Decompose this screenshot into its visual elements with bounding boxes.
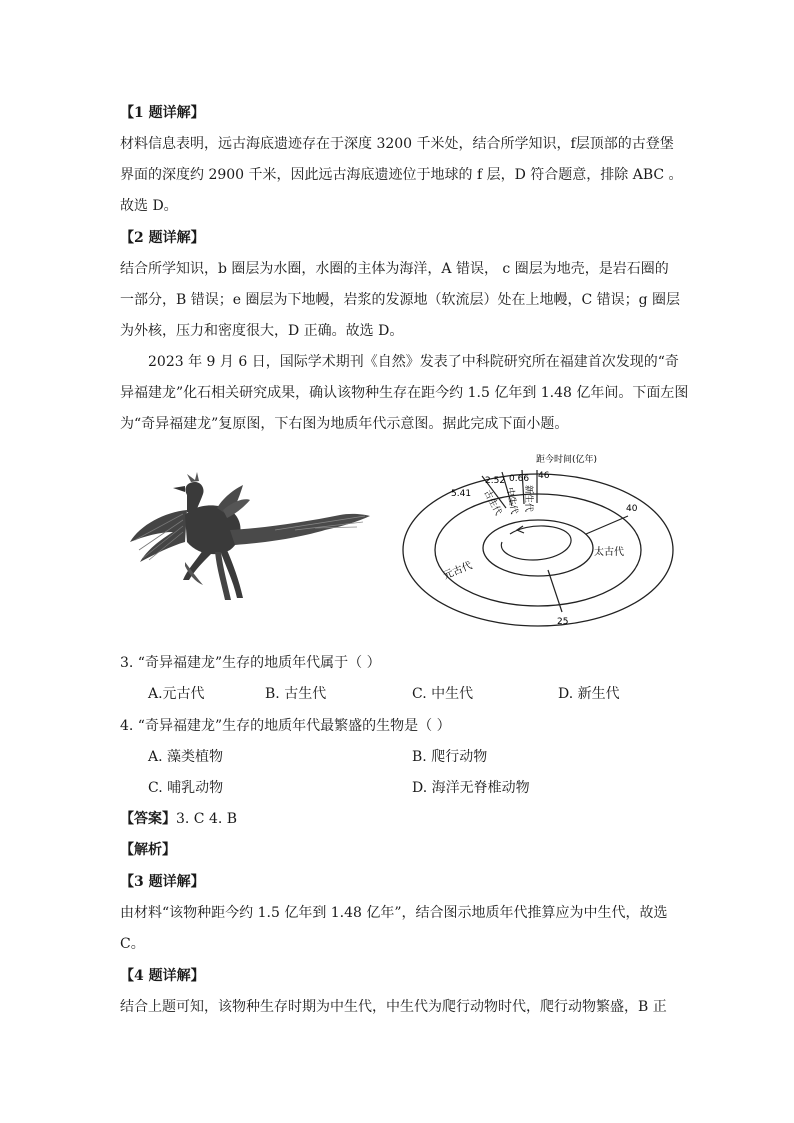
time-arrow (501, 526, 571, 560)
tick-label: 5.41 (451, 489, 472, 499)
section1-line: 材料信息表明，远古海底遗迹存在于深度 3200 千米处，结合所学知识，f层顶部的古登堡 (120, 136, 674, 152)
section2-line: 一部分，B 错误；e 圈层为下地幔，岩浆的发源地（软流层）处在上地幔，C 错误；g 圈层 (120, 292, 681, 308)
era-label: 新生代 (523, 485, 533, 513)
era-label: 太古代 (594, 547, 624, 558)
section2-line: 结合所学知识，b 圈层为水圈，水圈的主体为海洋，A 错误， c 圈层为地壳，是岩石圈的 (120, 261, 669, 277)
section2-line: 为外核，压力和密度很大，D 正确。故选 D。 (120, 323, 404, 339)
inner-ring (483, 520, 593, 576)
section1-line: 故选 D。 (120, 198, 178, 214)
axis-title: 距今时间(亿年) (536, 455, 598, 465)
question4-option-c[interactable]: C. 哺乳动物 (148, 780, 224, 796)
question3-option-a[interactable]: A.元古代 (148, 686, 205, 702)
outer-ring (403, 474, 673, 626)
geologic-time-diagram (398, 448, 683, 630)
section1-line: 界面的深度约 2900 千米，因此远古海底遗迹位于地球的 f 层，D 符合题意，排除 ABC 。 (120, 167, 683, 183)
section4-heading: 【4 题详解】 (120, 968, 205, 984)
answer-line (120, 809, 680, 829)
divider-40 (586, 516, 628, 534)
section3-heading: 【3 题详解】 (120, 874, 205, 890)
tick-label: 40 (626, 504, 638, 514)
section1-heading: 【1 题详解】 (120, 105, 205, 121)
question3-stem: 3. “奇异福建龙”生存的地质年代属于（ ） (120, 655, 381, 671)
tick-label: 0.66 (509, 474, 530, 484)
tick-label: 25 (557, 617, 569, 627)
question4-option-d[interactable]: D. 海洋无脊椎动物 (412, 780, 530, 796)
answer-text: 3. C 4. B (176, 811, 238, 827)
era-label: 古生代 (481, 488, 503, 518)
tick-label: 46 (538, 471, 550, 481)
analysis-label: 【解析】 (120, 842, 176, 858)
answer-label: 【答案】 (120, 811, 176, 827)
era-label: 元古代 (442, 560, 474, 582)
section3-line: C。 (120, 936, 145, 952)
era-label: 中生代 (504, 486, 519, 516)
question3-option-d[interactable]: D. 新生代 (558, 686, 620, 702)
section4-line: 结合上题可知，该物种生存时期为中生代，中生代为爬行动物时代，爬行动物繁盛，B 正 (120, 999, 667, 1015)
question4-option-b[interactable]: B. 爬行动物 (412, 749, 488, 765)
question3-option-b[interactable]: B. 古生代 (265, 686, 327, 702)
section3-line: 由材料“该物种距今约 1.5 亿年到 1.48 亿年”，结合图示地质年代推算应为中生代，故选 (120, 905, 668, 921)
section2-heading: 【2 题详解】 (120, 230, 205, 246)
question3-option-c[interactable]: C. 中生代 (412, 686, 474, 702)
material-line: 2023 年 9 月 6 日，国际学术期刊《自然》发表了中科院研究所在福建首次发现的“奇 (148, 354, 679, 370)
question4-option-a[interactable]: A. 藻类植物 (148, 749, 224, 765)
tick-label: 2.52 (485, 476, 506, 486)
dinosaur-illustration (125, 470, 375, 610)
material-line: 为“奇异福建龙”复原图，下右图为地质年代示意图。据此完成下面小题。 (120, 416, 569, 432)
question4-stem: 4. “奇异福建龙”生存的地质年代最繁盛的生物是（ ） (120, 718, 451, 734)
material-line: 异福建龙”化石相关研究成果，确认该物种生存在距今约 1.5 亿年到 1.48 亿年间。下面左图 (120, 385, 689, 401)
